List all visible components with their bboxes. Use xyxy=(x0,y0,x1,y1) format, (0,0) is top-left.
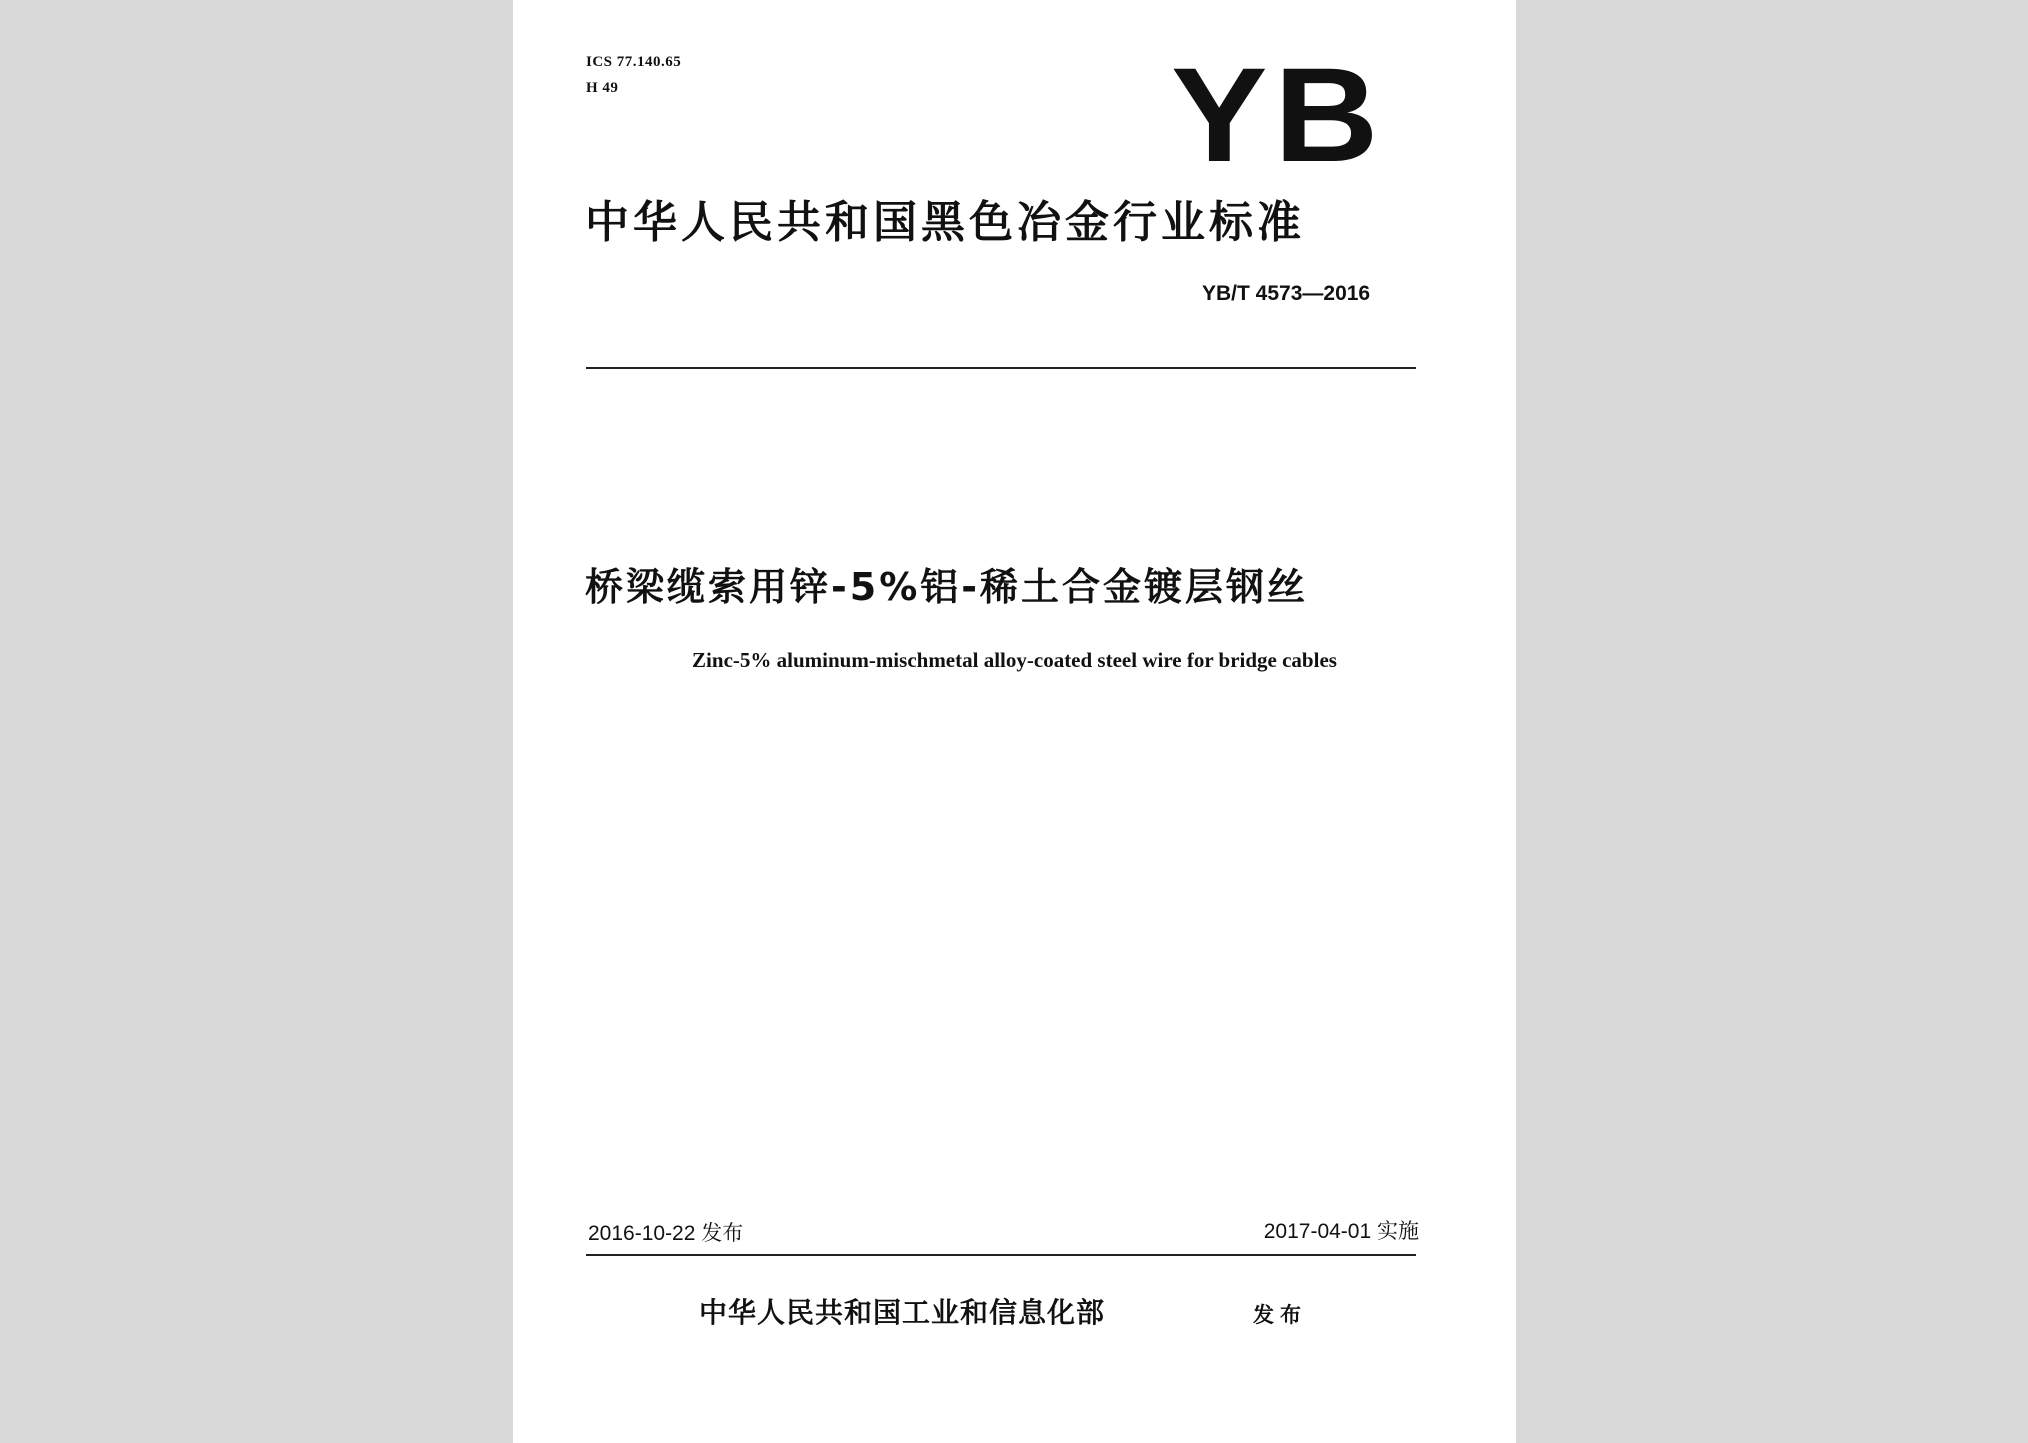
yb-logo: YB xyxy=(1171,41,1386,190)
publisher: 中华人民共和国工业和信息化部 xyxy=(699,1296,1106,1329)
classification-codes xyxy=(586,52,681,104)
implementation-date: 2017-04-01 实施 xyxy=(1263,1220,1419,1243)
date-divider xyxy=(586,1254,1416,1256)
title-english: Zinc-5% aluminum-mischmetal alloy-coated steel wire for bridge cables xyxy=(692,648,1337,672)
title-chinese: 桥梁缆索用锌-5%铝-稀土合金镀层钢丝 xyxy=(585,565,1309,609)
publish-label: 发布 xyxy=(1253,1302,1307,1327)
ccs-code: H 49 xyxy=(586,80,619,96)
ics-code: ICS 77.140.65 xyxy=(586,54,682,70)
document-page xyxy=(513,0,1516,1443)
issue-date: 2016-10-22 发布 xyxy=(588,1222,744,1245)
standard-organization: 中华人民共和国黑色冶金行业标准 xyxy=(585,197,1305,248)
header-divider xyxy=(586,367,1416,369)
standard-number: YB/T 4573—2016 xyxy=(1202,282,1371,305)
